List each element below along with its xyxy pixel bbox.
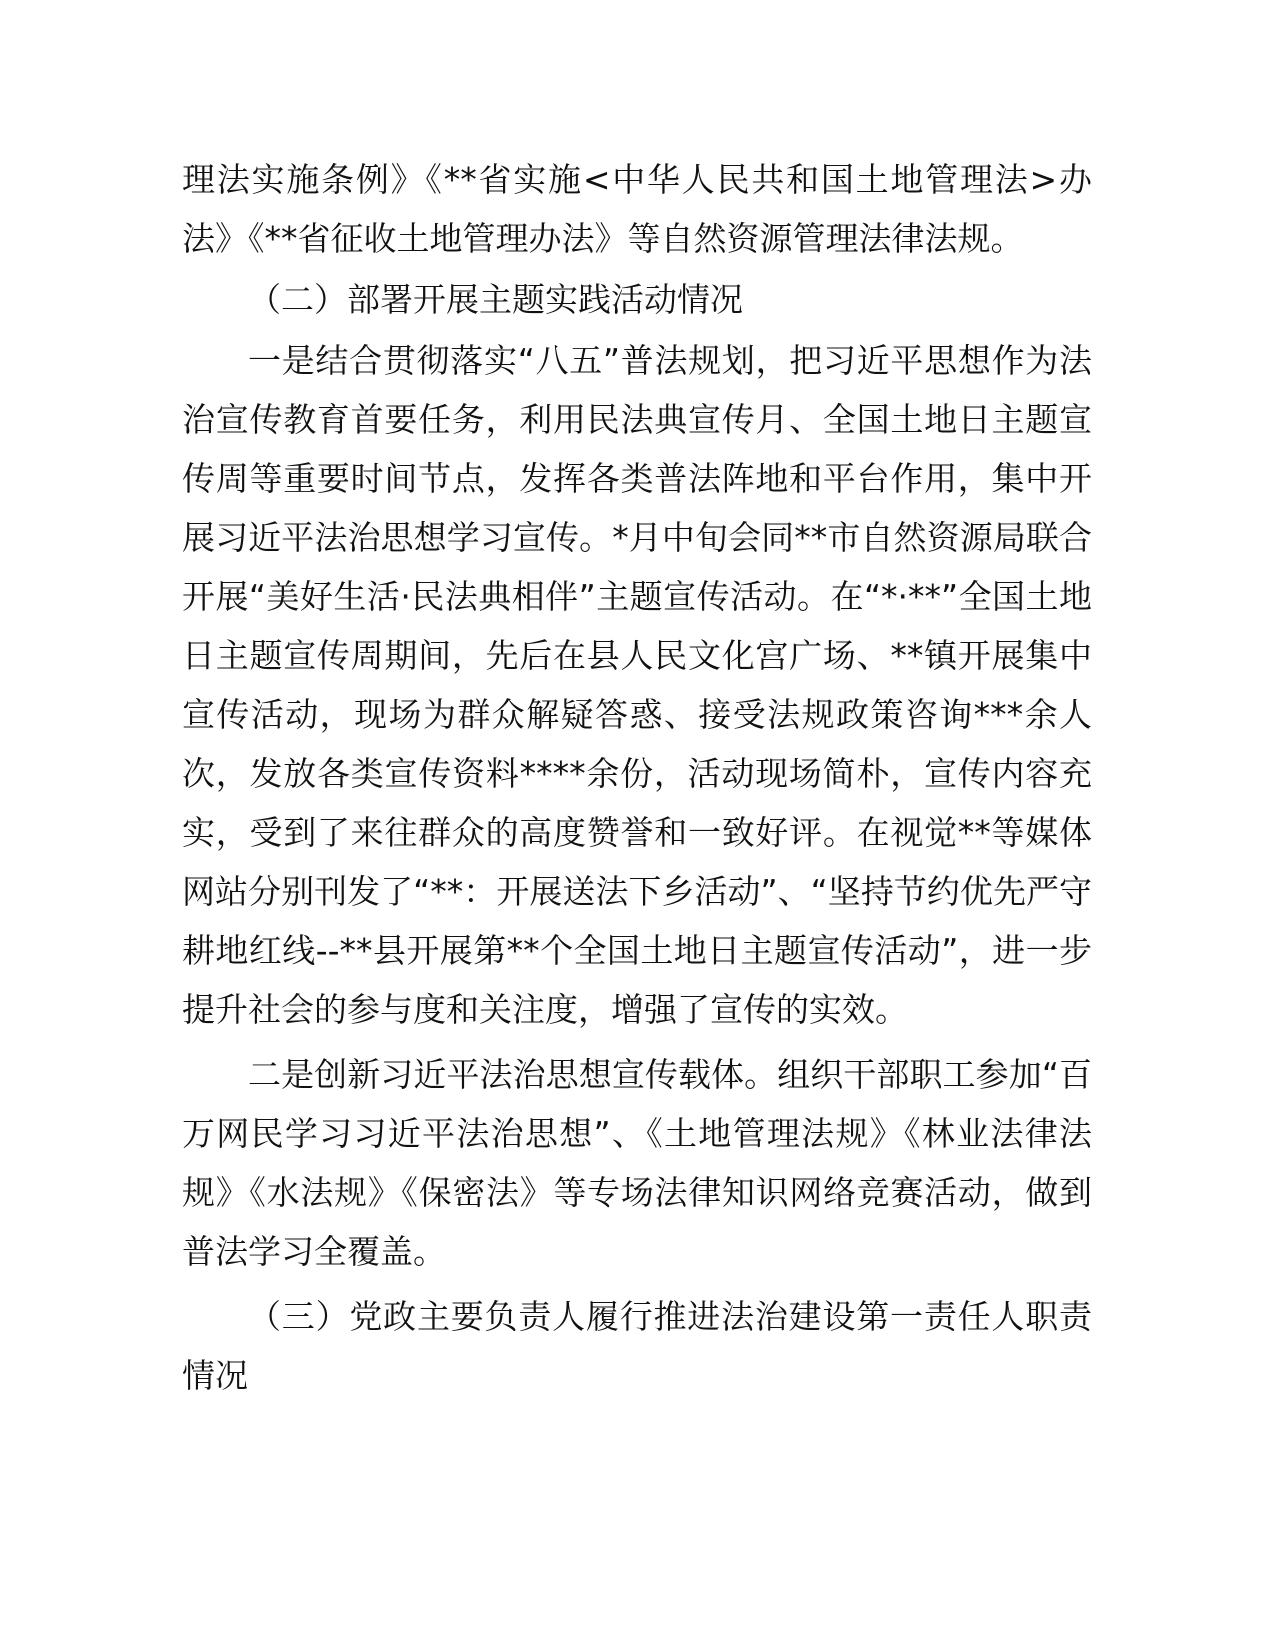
section-heading-3: （三）党政主要负责人履行推进法治建设第一责任人职责情况 <box>182 1297 1092 1395</box>
paragraph-point-one: 一是结合贯彻落实“八五”普法规划，把习近平思想作为法治宣传教育首要任务，利用民法典宣传月、全国土地日主题宣传周等重要时间节点，发挥各类普法阵地和平台作用，集中开展习近平法治思想学习宣传。*月中旬会同**市自然资源局联合开展“美好生活·民法典相伴”主题宣传活动。在“*·**”全国土地日主题宣传周期间，先后在县人民文化宫广场、**镇开展集中宣传活动，现场为群众解疑答惑、接受法规政策咨询***余人次，发放各类宣传资料****余份，活动现场简朴，宣传内容充实，受到了来往群众的高度赞誉和一致好评。在视觉**等媒体网站分别刊发了“**：开展送法下乡活动”、“坚持节约优先严守耕地红线--**县开展第**个全国土地日主题宣传活动”，进一步提升社会的参与度和关注度，增强了宣传的实效。 <box>182 341 1092 1029</box>
paragraph-point-two: 二是创新习近平法治思想宣传载体。组织干部职工参加“百万网民学习习近平法治思想”、《土地管理法规》《林业法律法规》《水法规》《保密法》等专场法律知识网络竞赛活动，做到普法学习全覆盖。 <box>182 1055 1092 1271</box>
document-body <box>182 150 1092 1405</box>
paragraph-continued-regulations: 理法实施条例》《**省实施<中华人民共和国土地管理法>办法》《**省征收土地管理办法》等自然资源管理法律法规。 <box>182 160 1092 258</box>
section-heading-2: （二）部署开展主题实践活动情况 <box>248 280 743 319</box>
